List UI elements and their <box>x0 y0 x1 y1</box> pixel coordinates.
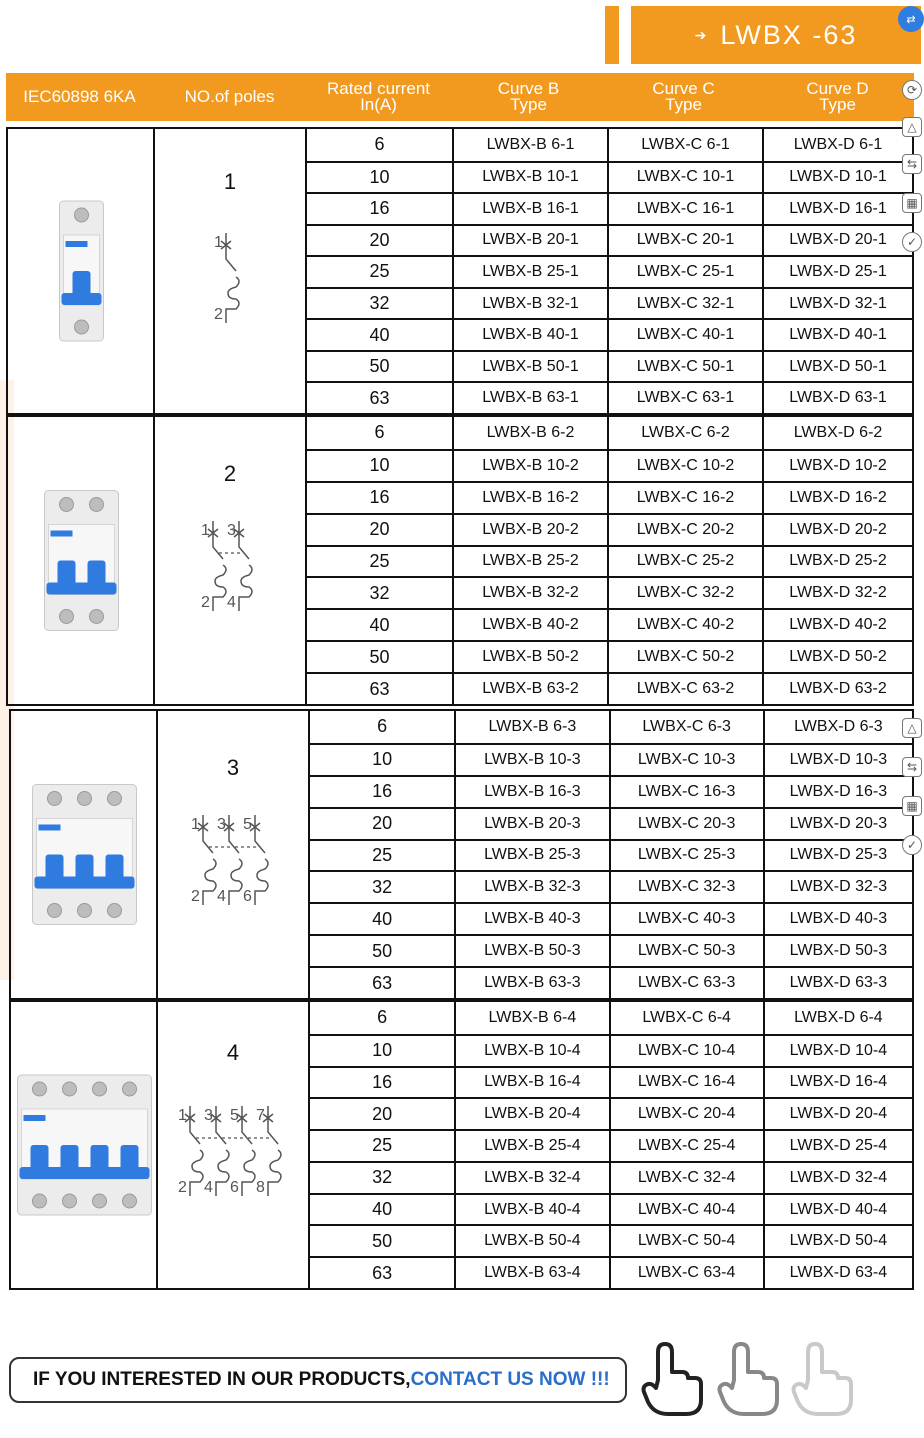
curve-b-model-cell: LWBX-B 25-3 <box>454 841 608 871</box>
pointing-hand-icon <box>644 1344 702 1414</box>
curve-b-model-cell: LWBX-B 6-3 <box>454 711 608 743</box>
terminal-top-label: 3 <box>217 816 226 833</box>
product-title-bar <box>631 6 921 64</box>
pole-group <box>9 1000 914 1290</box>
curve-d-model-cell: LWBX-D 25-4 <box>763 1131 912 1161</box>
curve-b-model-cell: LWBX-B 10-4 <box>454 1036 608 1066</box>
curve-d-model-cell: LWBX-D 50-1 <box>762 352 912 382</box>
curve-b-model-cell: LWBX-B 40-2 <box>452 610 607 640</box>
curve-c-model-cell: LWBX-C 50-1 <box>607 352 762 382</box>
rated-current-cell: 25 <box>372 1135 393 1156</box>
terminal-bottom-label: 4 <box>217 888 226 905</box>
table-row <box>307 576 912 608</box>
curve-c-model-cell: LWBX-C 32-2 <box>607 578 762 608</box>
circuit-breaker-image <box>8 129 155 417</box>
table-row <box>307 545 912 577</box>
curve-c-model-cell: LWBX-C 20-3 <box>609 809 763 839</box>
curve-b-model-cell: LWBX-B 20-2 <box>452 515 607 545</box>
curve-b-model-cell: LWBX-B 25-4 <box>454 1131 608 1161</box>
pole-count: 1 <box>223 169 237 194</box>
curve-c-model-cell: LWBX-C 50-4 <box>609 1226 763 1256</box>
pointing-hand-icon <box>720 1344 778 1414</box>
curve-c-model-cell: LWBX-C 32-1 <box>607 289 762 319</box>
curve-b-model-cell: LWBX-B 6-1 <box>452 129 607 161</box>
curve-d-model-cell: LWBX-D 40-3 <box>763 904 912 934</box>
curve-b-model-cell: LWBX-B 16-3 <box>454 777 608 807</box>
check-icon[interactable]: ✓ <box>902 232 922 252</box>
curve-b-model-cell: LWBX-B 16-4 <box>454 1068 608 1098</box>
pole-count: 3 <box>226 755 240 780</box>
rated-current-cell: 50 <box>369 356 390 377</box>
rating-rows <box>307 417 912 704</box>
curve-c-model-cell: LWBX-C 32-3 <box>609 872 763 902</box>
contact-banner[interactable] <box>9 1357 627 1403</box>
table-row <box>310 839 912 871</box>
table-row <box>307 192 912 224</box>
contact-link[interactable]: CONTACT US NOW !!! <box>410 1369 610 1390</box>
curve-b-model-cell: LWBX-B 32-3 <box>454 872 608 902</box>
table-row <box>310 934 912 966</box>
terminal-bottom-label: 2 <box>201 594 210 611</box>
pole-group <box>6 127 914 415</box>
check-icon[interactable]: ✓ <box>902 835 922 855</box>
curve-d-model-cell: LWBX-D 16-4 <box>763 1068 912 1098</box>
rated-current-cell: 63 <box>372 972 393 993</box>
curve-d-model-cell: LWBX-D 20-2 <box>762 515 912 545</box>
breaker-image <box>8 129 155 413</box>
curve-d-model-cell: LWBX-D 6-1 <box>762 129 912 161</box>
table-row <box>307 481 912 513</box>
table-row <box>310 1224 912 1256</box>
breaker-image <box>8 417 155 704</box>
table-header <box>6 73 914 121</box>
compare-icon[interactable]: ⇆ <box>902 757 922 777</box>
pole-wiring-symbol <box>158 801 310 921</box>
curve-c-model-cell: LWBX-C 40-2 <box>607 610 762 640</box>
curve-c-model-cell: LWBX-C 16-2 <box>607 483 762 513</box>
curve-b-model-cell: LWBX-B 40-3 <box>454 904 608 934</box>
curve-c-model-cell: LWBX-C 6-1 <box>607 129 762 161</box>
rating-rows <box>310 711 912 998</box>
table-row <box>307 318 912 350</box>
curve-d-model-cell: LWBX-D 20-4 <box>763 1099 912 1129</box>
curve-d-model-cell: LWBX-D 16-2 <box>762 483 912 513</box>
table-row <box>310 1066 912 1098</box>
rotate-icon[interactable]: ⟳ <box>902 80 922 100</box>
curve-b-model-cell: LWBX-B 50-2 <box>452 642 607 672</box>
curve-b-model-cell: LWBX-B 25-2 <box>452 547 607 577</box>
curve-c-model-cell: LWBX-C 10-4 <box>609 1036 763 1066</box>
curve-c-model-cell: LWBX-C 10-2 <box>607 451 762 481</box>
curve-d-model-cell: LWBX-D 25-2 <box>762 547 912 577</box>
curve-d-model-cell: LWBX-D 16-1 <box>762 194 912 224</box>
curve-b-model-cell: LWBX-B 20-1 <box>452 226 607 256</box>
terminal-top-label: 7 <box>256 1107 265 1124</box>
rated-current-cell: 32 <box>372 1167 393 1188</box>
poles-cell <box>158 1002 310 1288</box>
rated-current-cell: 6 <box>374 422 385 443</box>
rated-current-cell: 50 <box>372 940 393 961</box>
pole-count: 4 <box>226 1040 240 1065</box>
rated-current-cell: 40 <box>372 1199 393 1220</box>
rated-current-cell: 63 <box>372 1262 393 1283</box>
terminal-bottom-label: 2 <box>214 306 223 323</box>
curve-d-model-cell: LWBX-D 63-1 <box>762 383 912 413</box>
curve-d-model-cell: LWBX-D 32-3 <box>763 872 912 902</box>
arrow-icon: ➔ <box>694 26 707 43</box>
rated-current-cell: 32 <box>372 876 393 897</box>
rated-current-cell: 32 <box>369 582 390 603</box>
curve-d-model-cell: LWBX-D 32-4 <box>763 1163 912 1193</box>
table-row <box>307 513 912 545</box>
curve-b-model-cell: LWBX-B 63-2 <box>452 674 607 704</box>
curve-d-model-cell: LWBX-D 63-3 <box>763 968 912 998</box>
rated-current-cell: 16 <box>369 487 390 508</box>
curve-d-model-cell: LWBX-D 10-4 <box>763 1036 912 1066</box>
table-row <box>310 1161 912 1193</box>
curve-b-model-cell: LWBX-B 40-1 <box>452 320 607 350</box>
curve-c-model-cell: LWBX-C 16-3 <box>609 777 763 807</box>
curve-b-model-cell: LWBX-B 16-2 <box>452 483 607 513</box>
pole-wiring-symbol <box>158 1092 310 1212</box>
terminal-bottom-label: 2 <box>191 888 200 905</box>
terminal-top-label: 1 <box>191 816 200 833</box>
circuit-breaker-image <box>8 417 155 708</box>
rated-current-cell: 40 <box>369 614 390 635</box>
curve-c-model-cell: LWBX-C 63-1 <box>607 383 762 413</box>
rated-current-cell: 20 <box>369 229 390 250</box>
curve-d-model-cell: LWBX-D 10-3 <box>763 745 912 775</box>
rated-current-cell: 50 <box>369 646 390 667</box>
table-row <box>307 350 912 382</box>
curve-c-model-cell: LWBX-C 25-4 <box>609 1131 763 1161</box>
rated-current-cell: 10 <box>372 749 393 770</box>
curve-c-model-cell: LWBX-C 6-3 <box>609 711 763 743</box>
table-row <box>310 1193 912 1225</box>
rated-current-cell: 32 <box>369 293 390 314</box>
breaker-image <box>11 711 158 998</box>
terminal-bottom-label: 6 <box>230 1179 239 1196</box>
curve-d-model-cell: LWBX-D 32-1 <box>762 289 912 319</box>
curve-b-model-cell: LWBX-B 6-2 <box>452 417 607 449</box>
mosaic-icon[interactable]: ▦ <box>902 193 922 213</box>
mirror-icon[interactable]: △ <box>902 117 922 137</box>
curve-d-model-cell: LWBX-D 50-4 <box>763 1226 912 1256</box>
table-row <box>310 807 912 839</box>
curve-c-model-cell: LWBX-C 6-4 <box>609 1002 763 1034</box>
curve-b-model-cell: LWBX-B 20-4 <box>454 1099 608 1129</box>
curve-c-model-cell: LWBX-C 63-2 <box>607 674 762 704</box>
table-row <box>310 870 912 902</box>
rated-current-cell: 63 <box>369 387 390 408</box>
rated-current-cell: 40 <box>369 324 390 345</box>
table-row <box>310 902 912 934</box>
curve-b-model-cell: LWBX-B 20-3 <box>454 809 608 839</box>
table-row <box>310 1097 912 1129</box>
curve-d-model-cell: LWBX-D 50-2 <box>762 642 912 672</box>
curve-c-model-cell: LWBX-C 16-1 <box>607 194 762 224</box>
curve-c-model-cell: LWBX-C 20-4 <box>609 1099 763 1129</box>
curve-c-model-cell: LWBX-C 25-3 <box>609 841 763 871</box>
curve-b-model-cell: LWBX-B 32-1 <box>452 289 607 319</box>
title-stripe <box>605 6 619 64</box>
rated-current-cell: 25 <box>369 550 390 571</box>
rated-current-cell: 25 <box>372 844 393 865</box>
curve-b-model-cell: LWBX-B 16-1 <box>452 194 607 224</box>
curve-b-model-cell: LWBX-B 10-1 <box>452 163 607 193</box>
curve-d-model-cell: LWBX-D 6-4 <box>763 1002 912 1034</box>
pole-wiring-symbol <box>155 507 307 627</box>
table-row <box>307 287 912 319</box>
pole-count: 2 <box>223 461 237 486</box>
curve-d-model-cell: LWBX-D 25-3 <box>763 841 912 871</box>
curve-c-model-cell: LWBX-C 10-3 <box>609 745 763 775</box>
curve-b-model-cell: LWBX-B 32-4 <box>454 1163 608 1193</box>
rated-current-cell: 10 <box>369 455 390 476</box>
curve-b-model-cell: LWBX-B 6-4 <box>454 1002 608 1034</box>
rated-current-cell: 25 <box>369 261 390 282</box>
table-row <box>310 966 912 998</box>
curve-d-model-cell: LWBX-D 6-2 <box>762 417 912 449</box>
table-row <box>307 449 912 481</box>
rated-current-cell: 6 <box>377 716 388 737</box>
curve-c-model-cell: LWBX-C 63-3 <box>609 968 763 998</box>
curve-b-model-cell: LWBX-B 50-3 <box>454 936 608 966</box>
header-standard: IEC60898 6KA <box>23 87 136 106</box>
curve-b-model-cell: LWBX-B 10-3 <box>454 745 608 775</box>
curve-d-model-cell: LWBX-D 40-2 <box>762 610 912 640</box>
table-row <box>307 672 912 704</box>
table-row <box>310 1034 912 1066</box>
rated-current-cell: 10 <box>372 1040 393 1061</box>
table-row <box>310 1256 912 1288</box>
pointing-hand-icon <box>794 1344 852 1414</box>
terminal-top-label: 3 <box>227 522 236 539</box>
curve-d-model-cell: LWBX-D 63-2 <box>762 674 912 704</box>
curve-d-model-cell: LWBX-D 25-1 <box>762 257 912 287</box>
curve-d-model-cell: LWBX-D 20-3 <box>763 809 912 839</box>
terminal-top-label: 5 <box>230 1107 239 1124</box>
mirror-icon[interactable]: △ <box>902 718 922 738</box>
rated-current-cell: 20 <box>369 519 390 540</box>
curve-b-model-cell: LWBX-B 63-1 <box>452 383 607 413</box>
terminal-bottom-label: 4 <box>204 1179 213 1196</box>
header-curve-b: Curve B Type <box>497 79 560 114</box>
curve-d-model-cell: LWBX-D 16-3 <box>763 777 912 807</box>
curve-c-model-cell: LWBX-C 40-4 <box>609 1195 763 1225</box>
curve-d-model-cell: LWBX-D 20-1 <box>762 226 912 256</box>
curve-b-model-cell: LWBX-B 50-4 <box>454 1226 608 1256</box>
curve-d-model-cell: LWBX-D 50-3 <box>763 936 912 966</box>
curve-c-model-cell: LWBX-C 20-1 <box>607 226 762 256</box>
table-row <box>310 775 912 807</box>
curve-c-model-cell: LWBX-C 10-1 <box>607 163 762 193</box>
rated-current-cell: 6 <box>377 1007 388 1028</box>
pole-group <box>9 709 914 1000</box>
curve-c-model-cell: LWBX-C 50-2 <box>607 642 762 672</box>
terminal-bottom-label: 6 <box>243 888 252 905</box>
curve-b-model-cell: LWBX-B 40-4 <box>454 1195 608 1225</box>
curve-d-model-cell: LWBX-D 32-2 <box>762 578 912 608</box>
curve-b-model-cell: LWBX-B 25-1 <box>452 257 607 287</box>
pointing-hands <box>640 1340 860 1420</box>
curve-c-model-cell: LWBX-C 16-4 <box>609 1068 763 1098</box>
table-row <box>310 1002 912 1034</box>
rated-current-cell: 20 <box>372 813 393 834</box>
table-row <box>307 417 912 449</box>
curve-d-model-cell: LWBX-D 10-2 <box>762 451 912 481</box>
pole-wiring-symbol <box>155 219 307 339</box>
curve-c-model-cell: LWBX-C 25-2 <box>607 547 762 577</box>
curve-b-model-cell: LWBX-B 32-2 <box>452 578 607 608</box>
table-row <box>307 608 912 640</box>
curve-c-model-cell: LWBX-C 63-4 <box>609 1258 763 1288</box>
rated-current-cell: 16 <box>372 1071 393 1092</box>
terminal-top-label: 1 <box>214 234 223 251</box>
rating-rows <box>310 1002 912 1288</box>
table-row <box>307 255 912 287</box>
curve-b-model-cell: LWBX-B 63-3 <box>454 968 608 998</box>
rated-current-cell: 63 <box>369 678 390 699</box>
curve-d-model-cell: LWBX-D 40-4 <box>763 1195 912 1225</box>
curve-c-model-cell: LWBX-C 20-2 <box>607 515 762 545</box>
curve-c-model-cell: LWBX-C 40-3 <box>609 904 763 934</box>
curve-d-model-cell: LWBX-D 6-3 <box>763 711 912 743</box>
breaker-image <box>11 1002 158 1288</box>
curve-d-model-cell: LWBX-D 63-4 <box>763 1258 912 1288</box>
table-row <box>307 129 912 161</box>
curve-c-model-cell: LWBX-C 50-3 <box>609 936 763 966</box>
terminal-top-label: 1 <box>178 1107 187 1124</box>
curve-b-model-cell: LWBX-B 63-4 <box>454 1258 608 1288</box>
terminal-top-label: 1 <box>201 522 210 539</box>
table-row <box>310 711 912 743</box>
circuit-breaker-image <box>11 711 158 1002</box>
curve-d-model-cell: LWBX-D 10-1 <box>762 163 912 193</box>
rated-current-cell: 16 <box>369 198 390 219</box>
mosaic-icon[interactable]: ▦ <box>902 796 922 816</box>
table-row <box>307 224 912 256</box>
header-curve-d: Curve D Type <box>806 79 869 114</box>
rated-current-cell: 20 <box>372 1103 393 1124</box>
curve-c-model-cell: LWBX-C 40-1 <box>607 320 762 350</box>
table-row <box>310 743 912 775</box>
rated-current-cell: 50 <box>372 1230 393 1251</box>
compare-icon[interactable]: ⇆ <box>902 154 922 174</box>
header-rated-current: Rated current In(A) <box>327 79 430 114</box>
table-row <box>307 161 912 193</box>
terminal-bottom-label: 8 <box>256 1179 265 1196</box>
rated-current-cell: 16 <box>372 781 393 802</box>
circuit-breaker-image <box>11 1002 158 1292</box>
terminal-top-label: 5 <box>243 816 252 833</box>
rated-current-cell: 40 <box>372 908 393 929</box>
translate-badge-icon[interactable]: ⇄ <box>898 6 924 32</box>
pole-group <box>6 415 914 706</box>
rated-current-cell: 10 <box>369 166 390 187</box>
terminal-top-label: 3 <box>204 1107 213 1124</box>
curve-c-model-cell: LWBX-C 6-2 <box>607 417 762 449</box>
table-row <box>307 381 912 413</box>
curve-c-model-cell: LWBX-C 32-4 <box>609 1163 763 1193</box>
curve-b-model-cell: LWBX-B 10-2 <box>452 451 607 481</box>
curve-c-model-cell: LWBX-C 25-1 <box>607 257 762 287</box>
rating-rows <box>307 129 912 413</box>
table-row <box>307 640 912 672</box>
product-title: LWBX -63 <box>720 19 858 50</box>
poles-cell <box>155 417 307 704</box>
banner-text: IF YOU INTERESTED IN OUR PRODUCTS, <box>33 1369 411 1390</box>
poles-cell <box>155 129 307 413</box>
terminal-bottom-label: 2 <box>178 1179 187 1196</box>
table-row <box>310 1129 912 1161</box>
curve-d-model-cell: LWBX-D 40-1 <box>762 320 912 350</box>
curve-b-model-cell: LWBX-B 50-1 <box>452 352 607 382</box>
terminal-bottom-label: 4 <box>227 594 236 611</box>
poles-cell <box>158 711 310 998</box>
header-curve-c: Curve C Type <box>652 79 715 114</box>
rated-current-cell: 6 <box>374 134 385 155</box>
header-poles: NO.of poles <box>184 87 275 106</box>
